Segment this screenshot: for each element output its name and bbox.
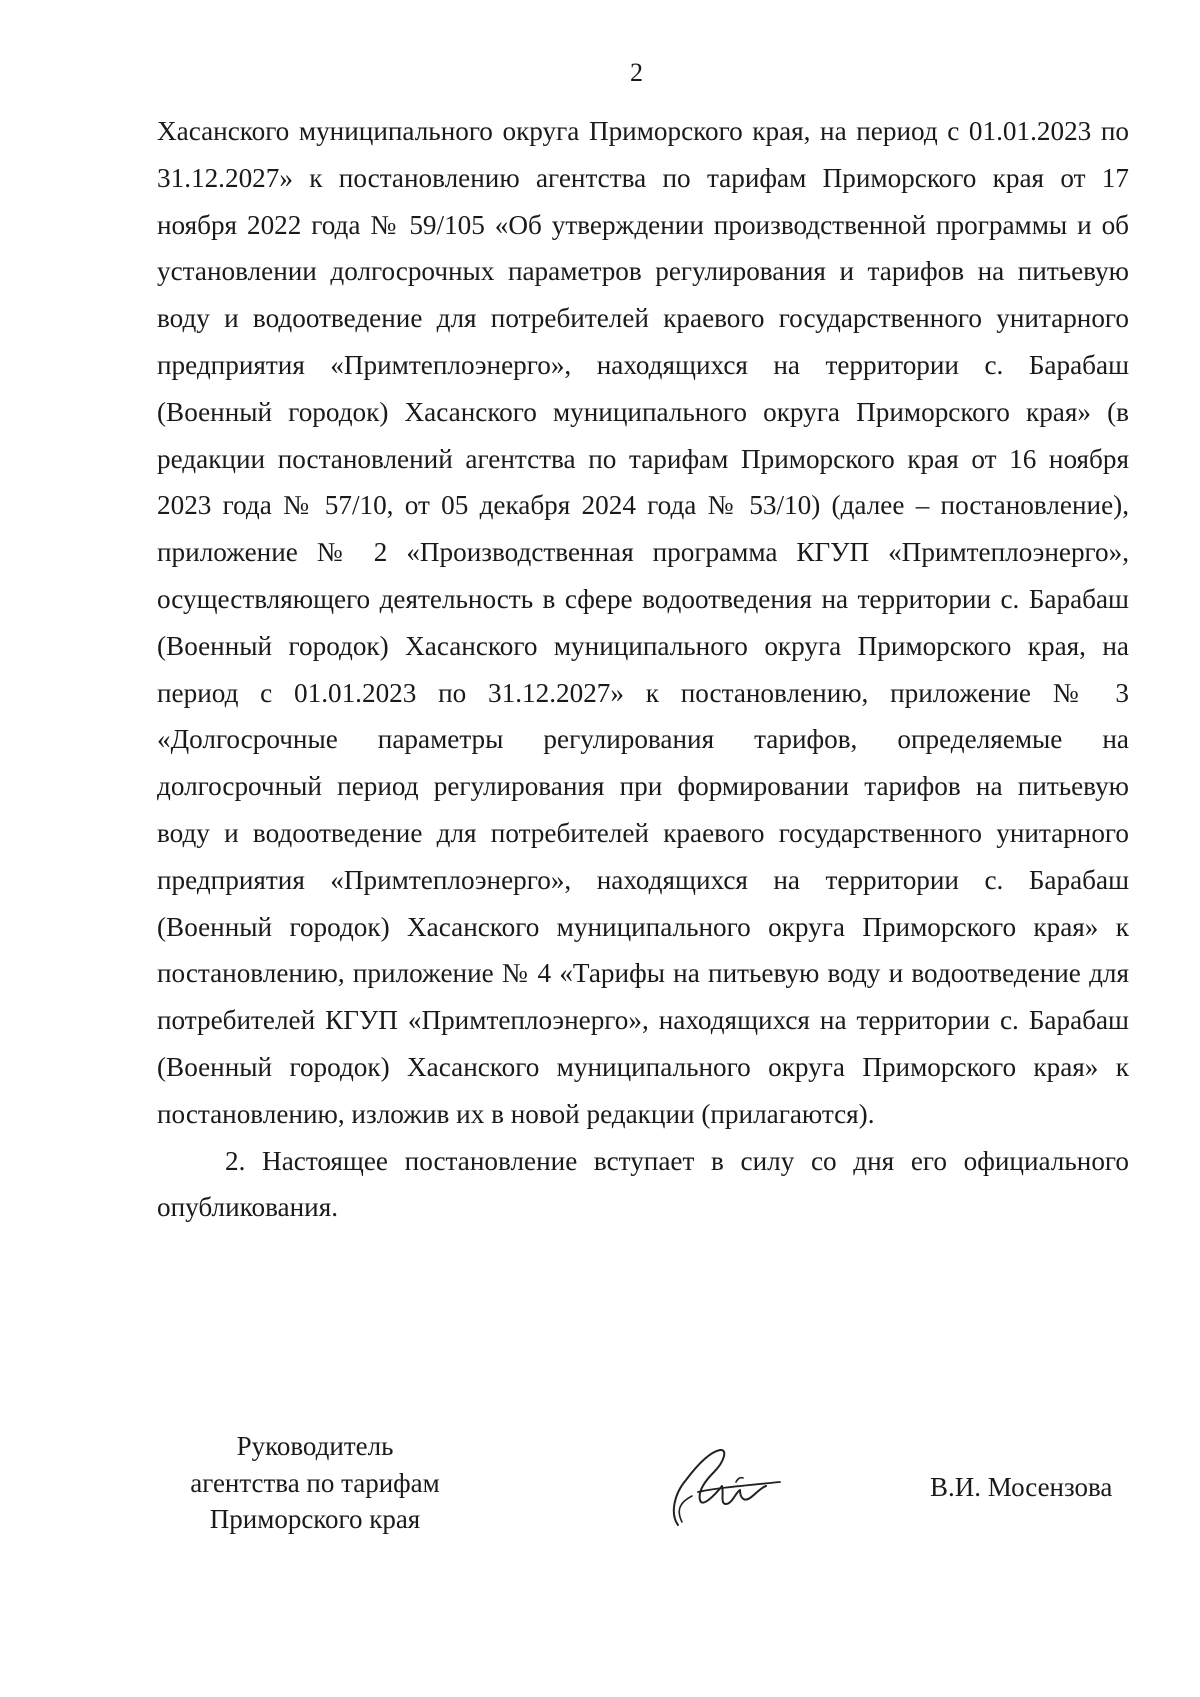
signatory-title-line-1: Руководитель <box>236 1431 394 1461</box>
page-number: 2 <box>630 58 643 87</box>
signatory-title-line-2: агентства по тарифам <box>190 1467 440 1498</box>
body-paragraph-effective-date: 2. Настоящее постановление вступает в силу со дня его официального опубликования. <box>157 1145 1129 1223</box>
document-body <box>157 108 1129 1231</box>
signatory-title-line-3: Приморского края <box>209 1504 421 1534</box>
signatory-title <box>165 1428 465 1538</box>
handwritten-signature <box>640 1430 790 1535</box>
body-paragraph-continued: Хасанского муниципального округа Приморского края, на период с 01.01.2023 по 31.12.2027» к постановлению агентства по тарифам Приморского края от 17 ноября 2022 года № 59/105 «Об утверждении производственной программы и об установлении долгосрочных параметров регулирования и тарифов на питьевую воду и водоотведение для потребителей краевого государственного унитарного предприятия «Примтеплоэнерго», находящихся на территории с. Барабаш (Военный городок) Хасанского муниципального округа Приморского края» (в редакции постановлений агентства по тарифам Приморского края от 16 ноября 2023 года № 57/10, от 05 декабря 2024 года № 53/10) (далее – постановление), приложение № 2 «Производственная программа КГУП «Примтеплоэнерго», осуществляющего деятельность в сфере водоотведения на территории с. Барабаш (Военный городок) Хасанского муниципального округа Приморского края, на период с 01.01.2023 по 31.12.2027» к постановлению, приложение № 3 «Долгосрочные параметры регулирования тарифов, определяемые на долгосрочный период регулирования при формировании тарифов на питьевую воду и водоотведение для потребителей краевого государственного унитарного предприятия «Примтеплоэнерго», находящихся на территории с. Барабаш (Военный городок) Хасанского муниципального округа Приморского края» к постановлению, приложение № 4 «Тарифы на питьевую воду и водоотведение для потребителей КГУП «Примтеплоэнерго», находящихся на территории с. Барабаш (Военный городок) Хасанского муниципального округа Приморского края» к постановлению, изложив их в новой редакции (прилагаются). <box>157 116 1129 1129</box>
signatory-name: В.И. Мосензова <box>930 1472 1113 1502</box>
